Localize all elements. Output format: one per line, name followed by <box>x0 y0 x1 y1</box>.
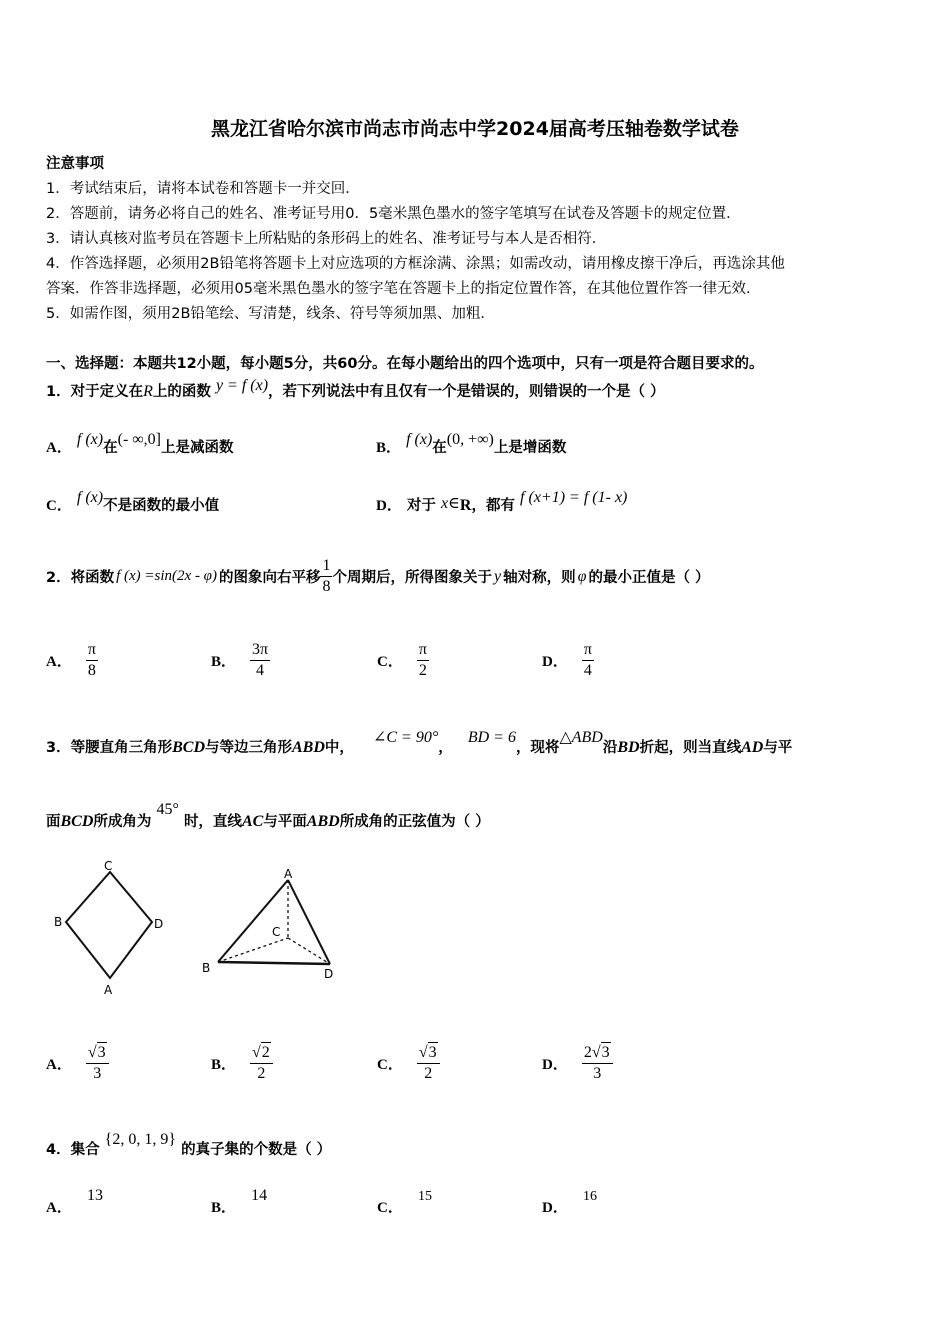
q3-bd-length: BD = 6 <box>467 729 516 746</box>
q1b-math: f (x) <box>406 431 433 448</box>
q1a-text: 上是减函数 <box>161 440 234 456</box>
option-label: D． <box>376 498 402 514</box>
fraction-denominator: 3 <box>593 1065 602 1082</box>
q4-text: 4．集合 <box>46 1142 100 1158</box>
q4-option-b <box>211 1187 268 1217</box>
option-fraction <box>582 640 594 681</box>
q3-text: 与平 <box>763 740 793 756</box>
q1d-set-r: R <box>459 497 472 514</box>
q3-text: 与等边三角形 <box>205 740 292 756</box>
option-label: A． <box>46 440 72 456</box>
notice-item: 答案．作答非选择题，必须用05毫米黑色墨水的签字笔在答题卡上的指定位置作答，在其他位置作答一律无效． <box>46 281 761 297</box>
fraction-numerator: √3 <box>86 1042 109 1064</box>
option-label: B． <box>211 1200 237 1216</box>
q3-triangle-symbol: △ABD <box>559 729 603 746</box>
option-fraction <box>417 1042 440 1084</box>
q4-set: {2, 0, 1, 9} <box>104 1131 177 1148</box>
q2-option-c <box>377 640 429 681</box>
q3-option-a <box>46 1042 109 1084</box>
option-label: A． <box>46 1056 72 1073</box>
option-fraction <box>86 1042 109 1084</box>
q3-option-c <box>377 1042 440 1084</box>
q1b-text: 在 <box>432 440 447 456</box>
fraction-numerator: π <box>582 640 594 661</box>
vertex-label-b: B <box>202 961 211 975</box>
question-3-line1 <box>46 729 793 757</box>
notice-item: 3．请认真核对监考员在答题卡上所粘贴的条形码上的姓名、准考证号与本人是否相符． <box>46 231 607 247</box>
option-label: C． <box>377 654 403 670</box>
q2-text: 的图象向右平移 <box>218 570 321 586</box>
q3-text: 沿 <box>602 740 618 756</box>
q1-option-c <box>46 489 220 515</box>
fraction-denominator: 2 <box>418 662 427 679</box>
question-3-line2 <box>46 801 490 831</box>
fraction-numerator: 2√3 <box>582 1042 613 1064</box>
q1a-interval: (- ∞,0] <box>117 431 161 448</box>
q2-option-b <box>211 640 270 681</box>
option-label: B． <box>376 440 402 456</box>
q4-option-d <box>542 1189 597 1217</box>
q3-angle: ∠C = 90° <box>372 729 439 746</box>
q3-text: 与平面 <box>263 814 307 830</box>
question-2 <box>46 556 710 597</box>
notice-item: 5．如需作图，须用2B铅笔绘、写清楚，线条、符号等须加黑、加粗． <box>46 306 495 322</box>
q1d-equation: f (x+1) = f (1- x) <box>520 489 628 506</box>
q3-text: 3．等腰直角三角形 <box>46 740 173 756</box>
notice-item: 1．考试结束后，请将本试卷和答题卡一并交回． <box>46 181 360 197</box>
q1-function: y = f (x) <box>215 377 269 394</box>
q3-edge-bd: BD <box>617 739 640 756</box>
q3-text: 所成角的正弦值为（ ） <box>339 814 490 830</box>
q4-option-c <box>377 1189 432 1217</box>
vertex-label-a: A <box>284 867 293 881</box>
q3-text: 所成角为 <box>93 814 152 830</box>
fraction-denominator: 2 <box>424 1065 433 1082</box>
q1d-math: x∈ <box>440 495 460 512</box>
q1-text: ，若下列说法中有且仅有一个是错误的，则错误的一个是（ ） <box>268 384 665 400</box>
q1d-text: ，都有 <box>471 498 515 514</box>
option-fraction <box>582 1042 613 1084</box>
option-value: 13 <box>86 1187 103 1204</box>
vertex-label-b: B <box>54 915 63 929</box>
q3-plane-bcd: BCD <box>60 813 94 830</box>
option-label: D． <box>542 1056 568 1073</box>
notice-heading: 注意事项 <box>46 156 104 172</box>
q1c-math: f (x) <box>76 489 104 506</box>
option-label: C． <box>377 1200 403 1216</box>
option-fraction <box>250 640 270 681</box>
vertex-label-d: D <box>154 917 164 931</box>
q3-triangle-abd: ABD <box>292 739 325 756</box>
notice-item: 2．答题前，请务必将自己的姓名、准考证号用0．5毫米黑色墨水的签字笔填写在试卷及答题卡的规定位置． <box>46 206 741 222</box>
q3-angle-45: 45° <box>156 801 179 818</box>
vertex-label-c: C <box>272 925 281 939</box>
q2-option-a <box>46 640 98 681</box>
q2-function: f (x) =sin(2x - φ) <box>116 568 217 584</box>
coefficient: 2 <box>583 1044 592 1061</box>
page-title: 黑龙江省哈尔滨市尚志市尚志中学2024届高考压轴卷数学试卷 <box>211 118 739 140</box>
q3-text: ， <box>438 740 453 756</box>
q1-option-a <box>46 431 234 457</box>
q3-line-ad: AD <box>741 739 764 756</box>
q2-text: 个周期后，所得图象关于 <box>332 570 492 586</box>
q2-text: 的最小正值是（ ） <box>588 570 710 586</box>
q1a-text: 在 <box>103 440 118 456</box>
fraction-numerator: π <box>417 640 429 661</box>
q4-text: 的真子集的个数是（ ） <box>181 1142 332 1158</box>
q1-option-d <box>376 489 628 515</box>
q3-line-ac: AC <box>241 813 264 830</box>
option-label: C． <box>377 1056 403 1073</box>
q1b-text: 上是增函数 <box>493 440 567 456</box>
notice-item: 4．作答选择题，必须用2B铅笔将答题卡上对应选项的方框涂满、涂黑；如需改动，请用橡皮擦干净后，再选涂其他 <box>46 256 785 272</box>
q2-phi: φ <box>577 567 587 585</box>
radicand: 3 <box>428 1044 437 1061</box>
option-label: A． <box>46 654 72 670</box>
fraction-numerator: √3 <box>417 1042 440 1064</box>
q1b-interval: (0, +∞) <box>446 431 494 448</box>
radicand: 3 <box>97 1044 106 1061</box>
q3-text: 折起，则当直线 <box>639 740 742 756</box>
q3-triangle-bcd: BCD <box>172 739 205 756</box>
vertex-label-c: C <box>104 859 113 873</box>
question-4 <box>46 1131 332 1159</box>
fraction-denominator: 4 <box>256 662 265 679</box>
q1c-text: 不是函数的最小值 <box>103 498 220 514</box>
fraction-denominator: 8 <box>87 662 96 679</box>
q1-text: 1．对于定义在 <box>46 384 144 400</box>
q3-text: ，现将 <box>515 740 560 756</box>
fraction-denominator: 4 <box>583 662 592 679</box>
q3-text: 面 <box>46 814 61 830</box>
q4-option-a <box>46 1187 103 1217</box>
vertex-label-d: D <box>324 967 334 981</box>
fraction-numerator: 1 <box>320 556 332 577</box>
q1a-math: f (x) <box>76 431 104 448</box>
q2-text: 2．将函数 <box>46 570 115 586</box>
option-label: D． <box>542 654 568 670</box>
fraction-denominator: 3 <box>93 1065 102 1082</box>
question-1 <box>46 377 665 401</box>
option-fraction <box>250 1042 273 1084</box>
option-label: D． <box>542 1200 568 1216</box>
section-heading: 一、选择题：本题共12小题，每小题5分，共60分。在每小题给出的四个选项中，只有一项是符合题目要求的。 <box>46 356 764 372</box>
option-label: C． <box>46 498 72 514</box>
radicand: 3 <box>601 1044 610 1061</box>
option-value: 15 <box>417 1189 432 1204</box>
fraction-denominator: 8 <box>322 578 331 595</box>
q3-figure-square <box>40 850 180 1000</box>
q3-text: 中， <box>324 740 354 756</box>
q3-plane-abd: ABD <box>306 813 340 830</box>
fraction-numerator: π <box>86 640 98 661</box>
vertex-label-a: A <box>104 983 113 997</box>
option-label: A． <box>46 1200 72 1216</box>
option-label: B． <box>211 1056 237 1073</box>
q1-option-b <box>376 431 567 457</box>
q2-option-d <box>542 640 594 681</box>
option-fraction <box>86 640 98 681</box>
fraction-numerator: √2 <box>250 1042 273 1064</box>
option-value: 16 <box>582 1189 597 1204</box>
option-label: B． <box>211 654 237 670</box>
q1-set-r: R <box>143 383 153 400</box>
fraction-denominator: 2 <box>257 1065 266 1082</box>
q3-option-b <box>211 1042 273 1084</box>
option-fraction <box>417 640 429 681</box>
q3-figure-tetrahedron <box>196 864 356 986</box>
option-value: 14 <box>251 1187 268 1204</box>
q3-text: 时，直线 <box>183 814 242 830</box>
q1d-text: 对于 <box>406 498 436 514</box>
q2-text: 轴对称，则 <box>503 570 576 586</box>
q3-option-d <box>542 1042 613 1084</box>
q2-period-fraction <box>320 556 332 597</box>
radicand: 2 <box>261 1044 270 1061</box>
q1-text: 上的函数 <box>152 384 211 400</box>
fraction-numerator: 3π <box>250 640 270 661</box>
q2-y-axis: y <box>493 567 502 585</box>
